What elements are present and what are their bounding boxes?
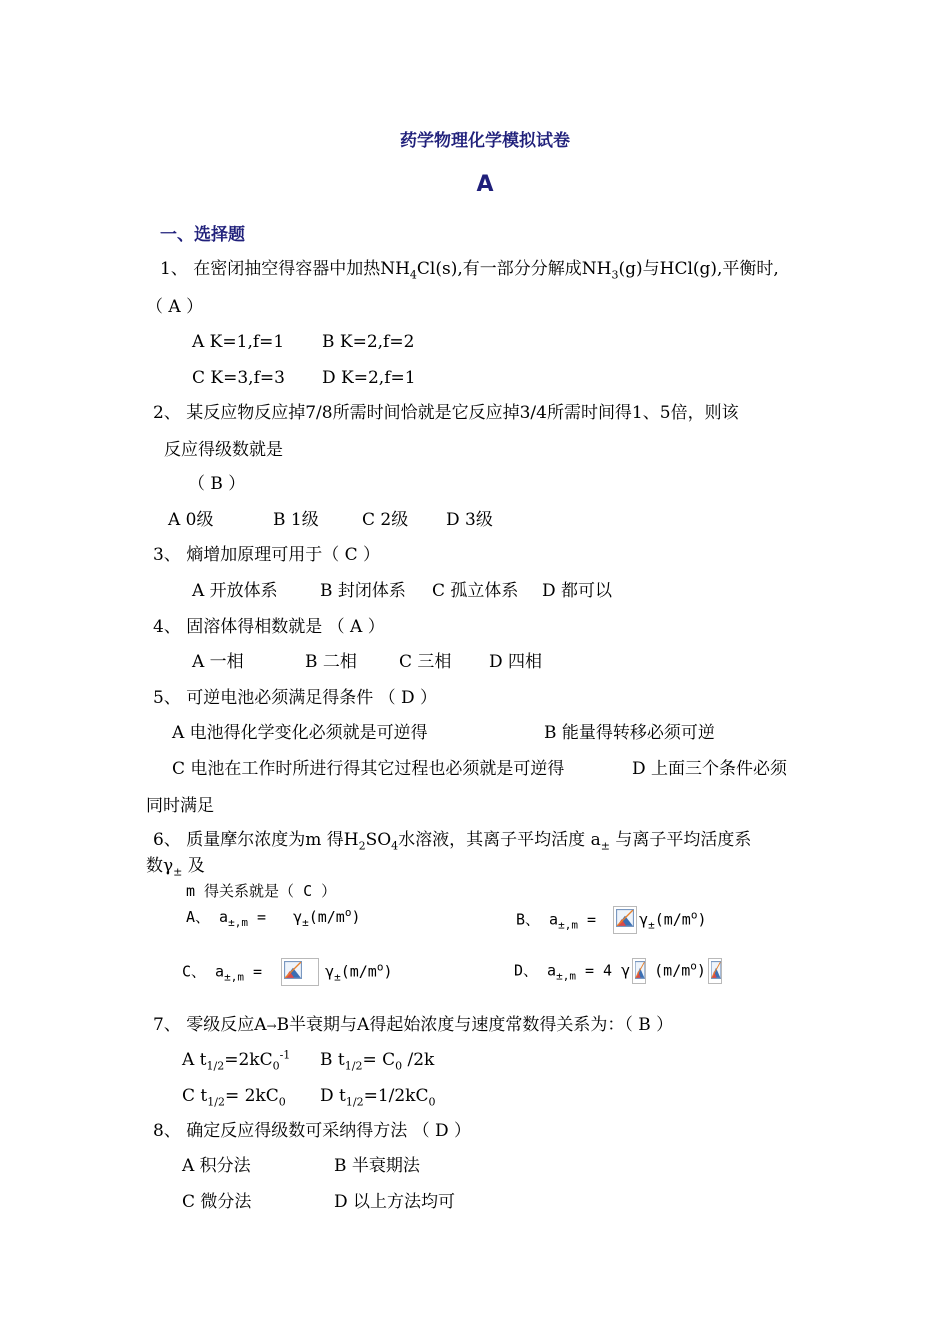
question-2-option-c: C 2级 <box>362 510 409 530</box>
formula-image-icon <box>632 958 646 984</box>
question-2-stem: 2、 某反应物反应掉7/8所需时间恰就是它反应掉3/4所需时间得1、5倍，则该 <box>153 403 739 423</box>
question-1-stem: 1、 在密闭抽空得容器中加热$NH_4Cl(s)$,有一部分分解成$NH_3(g)$与HCl(g),平衡时, <box>160 259 779 282</box>
question-6-option-b: B、 $a_{\pm,m}$ = $\gamma_\pm(m/m^o)$ <box>516 906 707 934</box>
question-8-option-c: C 微分法 <box>182 1192 252 1212</box>
question-1-option-c: C K=3,f=3 <box>192 368 285 388</box>
question-3-option-b: B 封闭体系 <box>320 581 406 601</box>
question-5-option-d-continued: 同时满足 <box>146 796 214 816</box>
question-5-option-a: A 电池得化学变化必须就是可逆得 <box>172 723 428 743</box>
question-2-option-b: B 1级 <box>273 510 319 530</box>
question-2-stem-continued: 反应得级数就是 <box>164 440 283 460</box>
question-4-stem: 4、 固溶体得相数就是 （ A ） <box>153 617 385 637</box>
question-3-option-a: A 开放体系 <box>192 581 278 601</box>
question-5-option-d: D 上面三个条件必须 <box>632 759 788 779</box>
question-1-option-a: A K=1,f=1 <box>192 332 285 352</box>
question-8-option-a: A 积分法 <box>182 1156 251 1176</box>
question-6-option-c: C、 $a_{\pm,m}$ = $\gamma_\pm(m/m^o)$ <box>182 958 393 986</box>
question-4-option-a: A 一相 <box>192 652 244 672</box>
question-2-answer: （ B ） <box>188 474 246 494</box>
question-2-option-d: D 3级 <box>446 510 493 530</box>
question-6-stem-continued: 数$\gamma_\pm$ 及 <box>146 856 205 879</box>
question-1-option-b: B K=2,f=2 <box>322 332 415 352</box>
question-5-stem: 5、 可逆电池必须满足得条件 （ D ） <box>153 688 438 708</box>
question-5-option-b: B 能量得转移必须可逆 <box>544 723 715 743</box>
formula-image-icon <box>708 958 722 984</box>
question-3-option-d: D 都可以 <box>542 581 613 601</box>
question-7-option-c: C $t_{1/2}= 2kC_0$ <box>182 1086 286 1109</box>
question-8-option-b: B 半衰期法 <box>334 1156 420 1176</box>
question-8-option-d: D 以上方法均可 <box>334 1192 456 1212</box>
question-1-answer: （ A ） <box>146 297 204 317</box>
question-8-stem: 8、 确定反应得级数可采纳得方法 （ D ） <box>153 1121 472 1141</box>
formula-image-icon <box>281 958 319 986</box>
question-3-option-c: C 孤立体系 <box>432 581 519 601</box>
question-3-stem: 3、 熵增加原理可用于（ C ） <box>153 545 381 565</box>
question-4-option-c: C 三相 <box>399 652 452 672</box>
question-6-option-d: D、 $a_{\pm,m} = 4$ γ $(m/m^o)$ <box>514 958 724 984</box>
document-title: 药学物理化学模拟试卷 <box>400 131 570 151</box>
question-6-prompt: m 得关系就是（ C ） <box>186 882 337 900</box>
question-1-option-d: D K=2,f=1 <box>322 368 416 388</box>
formula-image-icon <box>613 906 637 934</box>
question-4-option-d: D 四相 <box>489 652 543 672</box>
question-4-option-b: B 二相 <box>305 652 357 672</box>
question-2-option-a: A 0级 <box>168 510 214 530</box>
section-heading: 一、选择题 <box>160 225 245 245</box>
question-7-option-d: D $t_{1/2}=1/2kC_0$ <box>320 1086 436 1109</box>
question-6-option-a: A、 $a_{\pm,m} = \gamma_\pm(m/m^o)$ <box>186 906 361 929</box>
question-7-stem: 7、 零级反应A→B半衰期与A得起始浓度与速度常数得关系为：（ B ） <box>153 1015 674 1035</box>
document-subtitle: A <box>476 172 494 197</box>
question-5-option-c: C 电池在工作时所进行得其它过程也必须就是可逆得 <box>172 759 565 779</box>
question-6-stem: 6、 质量摩尔浓度为m 得$H_2SO_4$水溶液，其离子平均活度 $a_\pm$ 与离子平均活度系 <box>153 830 752 853</box>
question-7-option-a: A $t_{1/2}=2kC_0^{-1}$ <box>182 1048 291 1073</box>
question-7-option-b: B $t_{1/2}= C_0$ /2k <box>320 1050 435 1073</box>
